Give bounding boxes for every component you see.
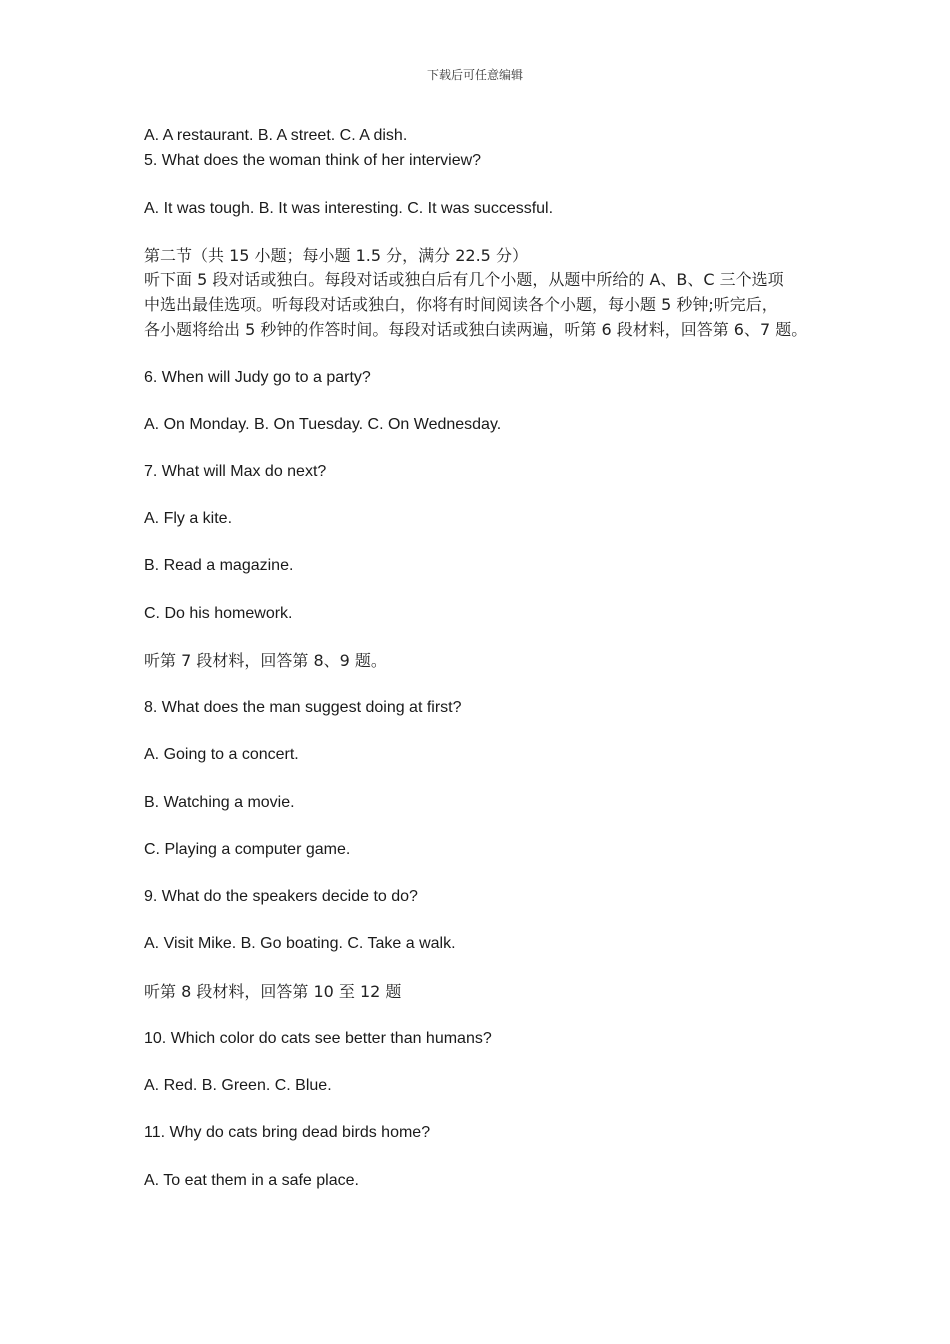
answer-options-q4: A. A restaurant. B. A street. C. A dish. [144,127,408,144]
option-q7-b: B. Read a magazine. [144,557,294,574]
option-q8-b: B. Watching a movie. [144,794,295,811]
question-8: 8. What does the man suggest doing at first? [144,699,462,716]
question-9: 9. What do the speakers decide to do? [144,888,418,905]
page-header: 下载后可任意编辑 [426,68,523,82]
answer-options-q5: A. It was tough. B. It was interesting. C. It was successful. [144,200,554,217]
question-7: 7. What will Max do next? [144,463,327,480]
answer-options-q10: A. Red. B. Green. C. Blue. [144,1077,332,1094]
section-heading: 第二节（共 15 小题；每小题 1.5 分，满分 22.5 分） [144,246,528,265]
listening-instruction-7: 听第 7 段材料，回答第 8、9 题。 [144,651,387,670]
option-q11-a: A. To eat them in a safe place. [144,1172,359,1189]
option-q7-c: C. Do his homework. [144,605,293,622]
answer-options-q6: A. On Monday. B. On Tuesday. C. On Wednesday. [144,416,502,433]
listening-instruction-8: 听第 8 段材料，回答第 10 至 12 题 [144,982,402,1001]
question-6: 6. When will Judy go to a party? [144,369,371,386]
option-q8-c: C. Playing a computer game. [144,841,351,858]
option-q8-a: A. Going to a concert. [144,746,299,763]
instructions-line-3: 各小题将给出 5 秒钟的作答时间。每段对话或独白读两遍，听第 6 段材料，回答第 6、7 题。 [144,320,808,339]
question-5: 5. What does the woman think of her interview? [144,152,482,169]
question-11: 11. Why do cats bring dead birds home? [144,1124,431,1141]
instructions-line-2: 中选出最佳选项。听每段对话或独白，你将有时间阅读各个小题，每小题 5 秒钟;听完后， [144,295,778,314]
option-q7-a: A. Fly a kite. [144,510,233,527]
instructions-line-1: 听下面 5 段对话或独白。每段对话或独白后有几个小题，从题中所给的 A、B、C 三个选项 [144,270,784,289]
question-10: 10. Which color do cats see better than humans? [144,1030,492,1047]
answer-options-q9: A. Visit Mike. B. Go boating. C. Take a walk. [144,935,456,952]
